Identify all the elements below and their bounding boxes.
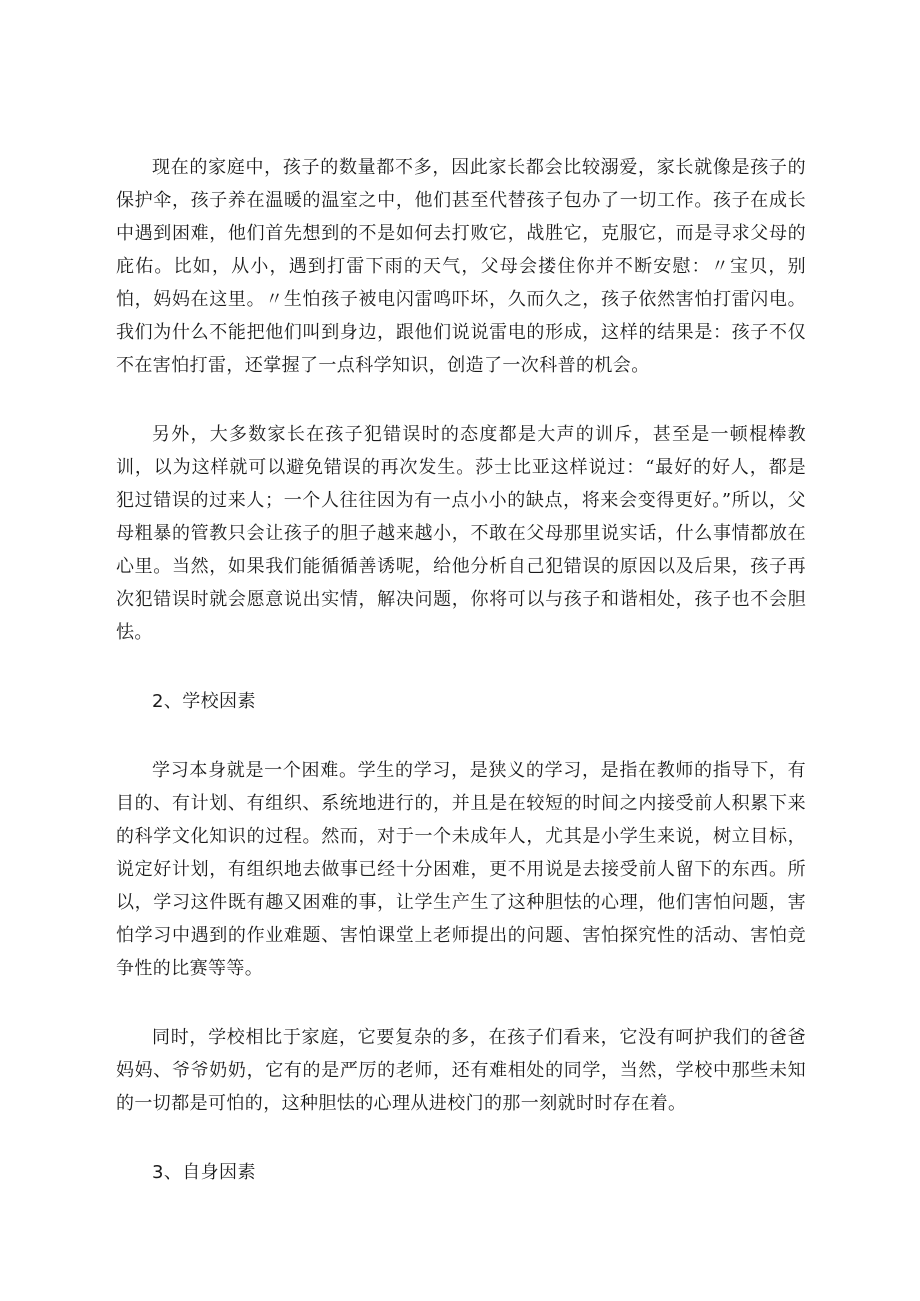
heading-school-factors: 2、学校因素 [152,691,256,712]
paragraph-family-shelter: 现在的家庭中，孩子的数量都不多，因此家长都会比较溺爱，家长就像是孩子的保护伞，孩子养在温暖的温室之中，他们甚至代替孩子包办了一切工作。孩子在成长中遇到困难，他们首先想到的不是如何去打败它，战胜它，克服它，而是寻求父母的庇佑。比如，从小，遇到打雷下雨的天气，父母会搂住你并不断安慰：〃宝贝，别怕，妈妈在这里。〃生怕孩子被电闪雷鸣吓坏，久而久之，孩子依然害怕打雷闪电。我们为什么不能把他们叫到身边，跟他们说说雷电的形成，这样的结果是：孩子不仅不在害怕打雷，还掌握了一点科学知识，创造了一次科普的机会。 [116,157,806,376]
heading-self-factors: 3、自身因素 [152,1162,256,1183]
document-body [116,151,806,1225]
paragraph-learning-difficulty: 学习本身就是一个困难。学生的学习，是狭义的学习，是指在教师的指导下，有目的、有计划、有组织、系统地进行的，并且是在较短的时间之内接受前人积累下来的科学文化知识的过程。然而，对于一个未成年人，尤其是小学生来说，树立目标，说定好计划，有组织地去做事已经十分困难，更不用说是去接受前人留下的东西。所以，学习这件既有趣又困难的事，让学生产生了这种胆怯的心理，他们害怕问题，害怕学习中遇到的作业难题、害怕课堂上老师提出的问题、害怕探究性的活动、害怕竞争性的比赛等等。 [116,760,806,979]
paragraph-parent-discipline: 另外，大多数家长在孩子犯错误时的态度都是大声的训斥，甚至是一顿棍棒教训，以为这样就可以避免错误的再次发生。莎士比亚这样说过：“最好的好人，都是犯过错误的过来人；一个人往往因为有一点小小的缺点，将来会变得更好。”所以，父母粗暴的管教只会让孩子的胆子越来越小，不敢在父母那里说实话，什么事情都放在心里。当然，如果我们能循循善诱呢，给他分析自己犯错误的原因以及后果，孩子再次犯错误时就会愿意说出实情，解决问题，你将可以与孩子和谐相处，孩子也不会胆怯。 [116,424,806,643]
paragraph-school-complexity: 同时，学校相比于家庭，它要复杂的多，在孩子们看来，它没有呵护我们的爸爸妈妈、爷爷奶奶，它有的是严厉的老师，还有难相处的同学，当然，学校中那些未知的一切都是可怕的，这种胆怯的心理从进校门的那一刻就时时存在着。 [116,1027,806,1114]
